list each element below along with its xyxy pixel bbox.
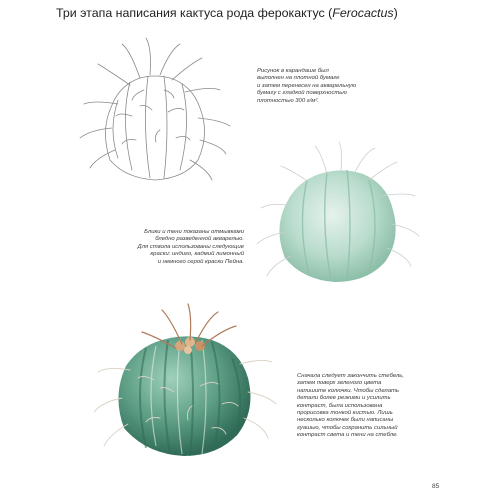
title-main: Три этапа написания кактуса рода ферокактус (	[56, 6, 333, 20]
caption-line: Рисунок в карандаше был	[257, 68, 329, 74]
caption-line: выполнен на плотной бумаге	[257, 75, 340, 82]
cactus-finished-painting	[90, 300, 290, 465]
caption-line: контраст, была использована	[297, 402, 383, 409]
caption-stage-3	[297, 373, 404, 440]
caption-line: прорисовка тонкой кистью. Лишь	[297, 410, 393, 417]
caption-line: краски: индиго, кадмий лимонный	[150, 251, 244, 258]
page-title	[56, 6, 476, 20]
caption-line: контраст света и тени на стебле.	[297, 432, 398, 439]
title-latin: Ferocactus	[332, 6, 394, 20]
caption-line: напишите колючки. Чтобы сделать	[297, 387, 400, 394]
caption-line: бумагу с гладкой поверхностью	[257, 90, 347, 97]
caption-line: Сначала следует закончить стебель,	[297, 373, 405, 379]
sketch-svg	[60, 30, 245, 190]
wash-svg	[245, 140, 425, 290]
caption-line: плотностью 300 г/м².	[257, 97, 319, 104]
caption-line: затем поверх зеленого цвета	[297, 380, 382, 387]
page-number: 85	[432, 483, 440, 490]
caption-line: Для ствола использованы следующие	[137, 243, 244, 250]
title-close: )	[393, 6, 398, 20]
caption-line: и затем перенесен на акварельную	[257, 82, 357, 89]
caption-line: детали более резкими и усилить	[297, 395, 391, 402]
caption-stage-1	[257, 68, 356, 105]
cactus-watercolor-wash	[245, 140, 425, 290]
caption-line: несколько колючек были написаны	[297, 417, 394, 424]
caption-line: Блики и тени показаны отмывками	[144, 229, 244, 235]
caption-line: гуашью, чтобы сохранить сильный	[297, 424, 398, 431]
cactus-pencil-sketch	[60, 30, 245, 190]
caption-line: бледно разведенной акварелью.	[155, 236, 244, 243]
final-svg	[90, 300, 290, 465]
caption-stage-2	[84, 229, 244, 266]
caption-line: и немного серой краски Пейна.	[157, 258, 244, 265]
